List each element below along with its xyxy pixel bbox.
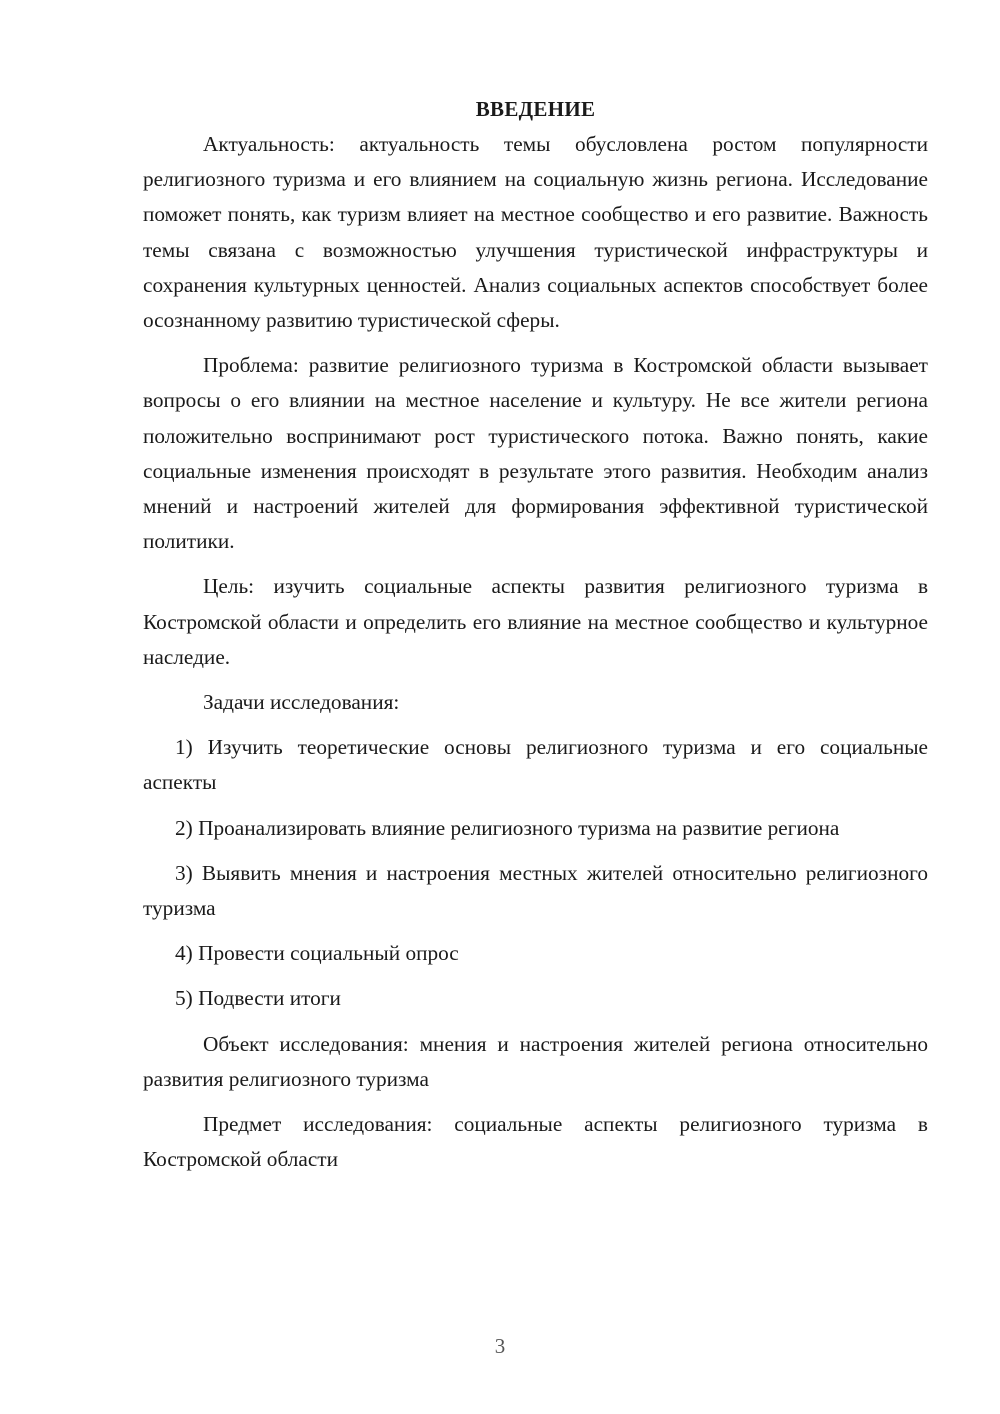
goal-paragraph: Цель: изучить социальные аспекты развития религиозного туризма в Костромской области и определить его влияние на местное сообщество и культурное наследие. [143,574,928,669]
task-item-4: 4) Провести социальный опрос [175,941,459,966]
problem-paragraph: Проблема: развитие религиозного туризма в Костромской области вызывает вопросы о его влиянии на местное население и культуру. Не все жители региона положительно воспринимают рост туристического потока. Важно понять, какие социальные изменения происходят в результате этого развития. Необходим анализ мнений и настроений жителей для формирования эффективной туристической политики. [143,353,928,554]
page-title: ВВЕДЕНИЕ [475,97,596,121]
relevance-paragraph: Актуальность: актуальность темы обусловлена ростом популярности религиозного туризма и его влиянием на социальную жизнь региона. Исследование поможет понять, как туризм влияет на местное сообщество и его развитие. Важность темы связана с возможностью улучшения туристической инфраструктуры и сохранения культурных ценностей. Анализ социальных аспектов способствует более осознанному развитию туристической сферы. [143,132,928,333]
page-number: 3 [494,1334,506,1358]
task-item-3: 3) Выявить мнения и настроения местных жителей относительно религиозного туризма [143,860,928,921]
object-paragraph: Объект исследования: мнения и настроения жителей региона относительно развития религиозного туризма [143,1031,928,1091]
subject-paragraph: Предмет исследования: социальные аспекты религиозного туризма в Костромской области [143,1112,928,1172]
task-item-2: 2) Проанализировать влияние религиозного туризма на развитие региона [175,815,840,840]
task-item-5: 5) Подвести итоги [175,986,341,1011]
tasks-heading: Задачи исследования: [203,690,400,715]
task-item-1: 1) Изучить теоретические основы религиозного туризма и его социальные аспекты [143,735,928,795]
document-page [143,92,928,1177]
